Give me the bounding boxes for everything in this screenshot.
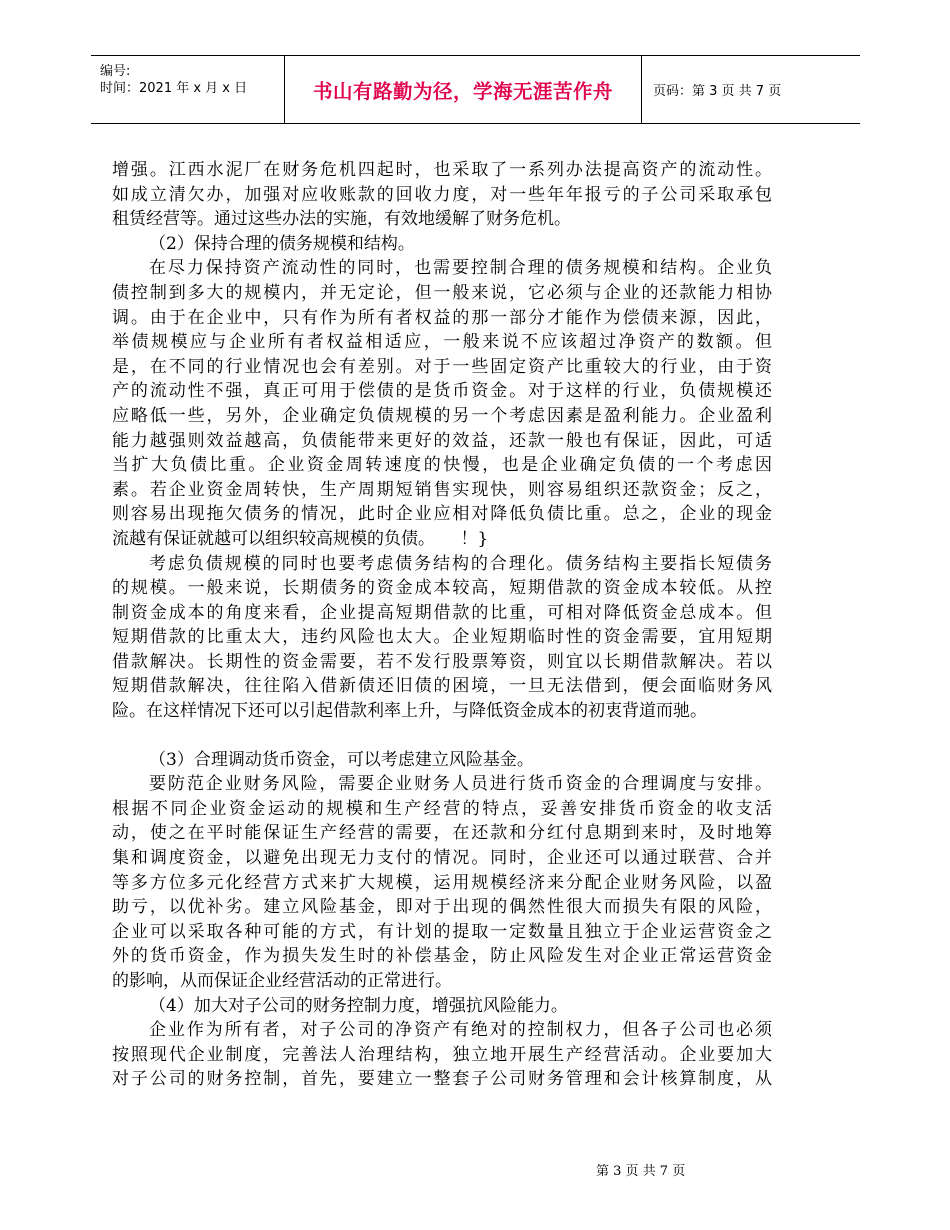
text-line: 借款解决。长期性的资金需要，若不发行股票筹资，则宜以长期借款解决。若以 [112,651,772,672]
text-line: 考虑负债规模的同时也要考虑债务结构的合理化。债务结构主要指长短债务 [149,553,772,574]
text-line: （4）加大对子公司的财务控制力度，增强抗风险能力。 [149,995,568,1016]
text-line: 短期借款的比重太大，违约风险也太大。企业短期临时性的资金需要，宜用短期 [112,627,772,648]
text-line: 集和调度资金，以避免出现无力支付的情况。同时，企业还可以通过联营、合并 [112,848,772,869]
text-line: 债控制到多大的规模内，并无定论，但一般来说，它必须与企业的还款能力相协 [112,282,772,303]
text-line: 企业作为所有者，对子公司的净资产有绝对的控制权力，但各子公司也必须 [149,1020,772,1041]
text-line: 企业可以采取各种可能的方式，有计划的提取一定数量且独立于企业运营资金之 [112,921,772,942]
text-line: 在尽力保持资产流动性的同时，也需要控制合理的债务规模和结构。企业负 [149,258,772,279]
page-footer: 第 3 页 共 7 页 [596,1164,686,1179]
text-line: 应略低一些，另外，企业确定负债规模的另一个考虑因素是盈利能力。企业盈利 [112,405,772,426]
text-line: 对子公司的财务控制，首先，要建立一整套子公司财务管理和会计核算制度，从 [112,1069,772,1090]
text-line: 要防范企业财务风险，需要企业财务人员进行货币资金的合理调度与安排。 [149,774,772,795]
text-line: 是，在不同的行业情况也会有差别。对于一些固定资产比重较大的行业，由于资 [112,356,772,377]
text-line: 短期借款解决，往往陷入借新债还旧债的困境，一旦无法借到，便会面临财务风 [112,676,772,697]
text-line: 动，使之在平时能保证生产经营的需要，在还款和分红付息期到来时，及时地筹 [112,823,772,844]
text-line: 流越有保证就越可以组织较高规模的负债。 ！} [112,528,489,549]
text-line: 租赁经营等。通过这些办法的实施，有效地缓解了财务危机。 [112,209,571,230]
text-line: 当扩大负债比重。企业资金周转速度的快慢，也是企业确定负债的一个考虑因 [112,455,772,476]
text-line: 助亏，以优补劣。建立风险基金，即对于出现的偶然性很大而损失有限的风险， [112,897,772,918]
text-line: 如成立清欠办，加强对应收账款的回收力度，对一些年年报亏的子公司采取承包 [112,184,772,205]
number-label: 编号: [100,64,131,79]
text-line: 外的货币资金，作为损失发生时的补偿基金，防止风险发生对企业正常运营资金 [112,946,772,967]
header-meta [91,56,284,123]
text-line: 险。在这样情况下还可以引起借款利率上升，与降低资金成本的初衷背道而驰。 [112,701,707,722]
text-line: 则容易出现拖欠债务的情况，此时企业应相对降低负债比重。总之，企业的现金 [112,504,772,525]
text-line: 增强。江西水泥厂在财务危机四起时，也采取了一系列办法提高资产的流动性。 [112,160,772,180]
text-line: 能力越强则效益越高，负债能带来更好的效益，还款一般也有保证，因此，可适 [112,430,772,451]
paragraph-gap [112,724,772,748]
text-line: 的规模。一般来说，长期债务的资金成本较高，短期借款的资金成本较低。从控 [112,578,772,599]
text-line: 举债规模应与企业所有者权益相适应，一般来说不应该超过净资产的数额。但 [112,332,772,353]
text-line: 制资金成本的角度来看，企业提高短期借款的比重，可相对降低资金总成本。但 [112,602,772,623]
text-line: 产的流动性不强，真正可用于偿债的是货币资金。对于这样的行业，负债规模还 [112,381,772,402]
text-line: 的影响，从而保证企业经营活动的正常进行。 [112,971,452,991]
text-line: 按照现代企业制度，完善法人治理结构，独立地开展生产经营活动。企业要加大 [112,1044,772,1065]
page-header [91,55,860,124]
text-line: 调。由于在企业中，只有作为所有者权益的那一部分才能作为偿债来源，因此， [112,307,772,328]
text-line: 根据不同企业资金运动的规模和生产经营的特点，妥善安排货币资金的收支活 [112,798,772,819]
time-label: 时间：2021 年 x 月 x 日 [100,81,248,96]
header-page-info: 页码：第 3 页 共 7 页 [653,84,782,99]
text-line: 等多方位多元化经营方式来扩大规模，运用规模经济来分配企业财务风险，以盈 [112,872,772,893]
text-line: （2）保持合理的债务规模和结构。 [149,233,415,254]
text-line: （3）合理调动货币资金，可以考虑建立风险基金。 [149,749,534,770]
document-body [112,158,772,1092]
header-motto: 书山有路勤为径，学海无涯苦作舟 [284,56,642,123]
text-line: 素。若企业资金周转快，生产周期短销售实现快，则容易组织还款资金；反之， [112,479,772,500]
